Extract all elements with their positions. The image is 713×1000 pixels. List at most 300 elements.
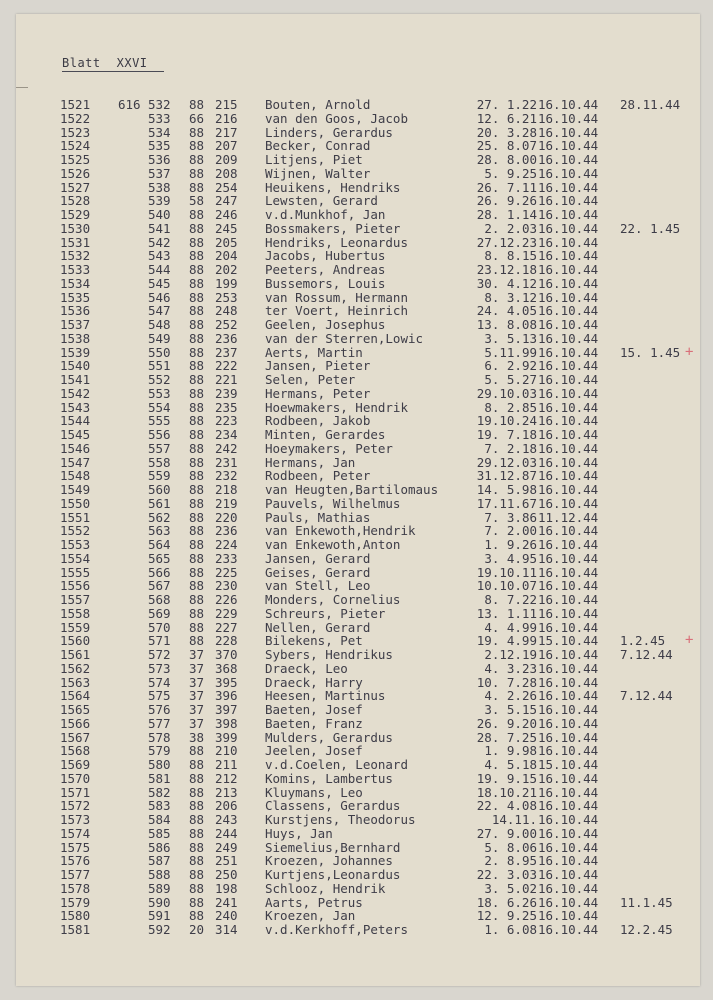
person-name: Draeck, Harry: [265, 674, 363, 690]
person-name: v.d.Munkhof, Jan: [265, 207, 386, 222]
table-row: [16, 428, 700, 442]
birth-date: 19. 4.99: [476, 633, 537, 649]
departure-date: 1.2.45: [620, 633, 666, 649]
person-name: Heuikens, Hendriks: [265, 179, 401, 195]
prisoner-number: 213: [215, 784, 238, 800]
arrival-date: 16.10.44: [538, 578, 599, 594]
list-number: 553: [148, 385, 171, 401]
table-row: [16, 181, 700, 195]
entry-number: 1521: [60, 97, 91, 112]
arrival-date: 16.10.44: [538, 908, 599, 924]
entry-number: 1574: [60, 825, 91, 841]
arrival-date: 16.10.44: [538, 537, 599, 552]
birth-date: 14.11.: [491, 812, 537, 827]
table-row: [16, 401, 700, 415]
red-cross-mark: +: [685, 632, 694, 649]
prisoner-number: 228: [215, 633, 238, 649]
person-name: van Rossum, Hermann: [265, 289, 408, 305]
entry-number: 1566: [60, 715, 91, 731]
arrival-date: 16.10.44: [538, 454, 599, 470]
table-row: [16, 758, 700, 772]
prisoner-number: 253: [215, 289, 238, 305]
block-number: 88: [189, 303, 205, 319]
arrival-date: 16.10.44: [538, 798, 599, 814]
birth-date: 22. 3.03: [476, 867, 537, 882]
prisoner-number: 232: [215, 468, 238, 484]
block-number: 20: [189, 922, 205, 937]
entry-number: 1532: [60, 248, 91, 264]
list-number: 559: [148, 468, 171, 484]
arrival-date: 16.10.44: [538, 427, 599, 442]
arrival-date: 16.10.44: [538, 317, 599, 332]
entry-number: 1548: [60, 468, 91, 484]
arrival-date: 16.10.44: [538, 124, 599, 140]
list-number: 541: [148, 220, 171, 236]
prisoner-number: 248: [215, 303, 238, 319]
prisoner-number: 243: [215, 812, 238, 827]
entry-number: 1552: [60, 523, 91, 539]
block-number: 88: [189, 537, 205, 552]
birth-date: 23.12.18: [476, 262, 537, 277]
entry-number: 1563: [60, 674, 91, 690]
birth-date: 24. 4.05: [476, 303, 537, 319]
list-number: 545: [148, 275, 171, 291]
table-row: [16, 263, 700, 277]
entry-number: 1529: [60, 207, 91, 222]
person-name: Pauvels, Wilhelmus: [265, 495, 401, 511]
arrival-date: 16.10.44: [538, 262, 599, 277]
list-number: 550: [148, 344, 171, 360]
prisoner-number: 223: [215, 413, 238, 429]
person-name: Schlooz, Hendrik: [265, 880, 386, 896]
sheet-header: [62, 56, 164, 72]
block-number: 88: [189, 509, 205, 525]
list-number: 574: [148, 674, 171, 690]
arrival-date: 16.10.44: [538, 702, 599, 717]
birth-date: 28. 7.25: [476, 729, 537, 745]
person-name: Baeten, Franz: [265, 715, 363, 731]
table-row: [16, 744, 700, 758]
block-number: 88: [189, 413, 205, 429]
table-row: [16, 662, 700, 676]
prisoner-number: 204: [215, 248, 238, 264]
table-row: [16, 717, 700, 731]
block-number: 37: [189, 702, 205, 717]
entry-number: 1558: [60, 605, 91, 621]
arrival-date: 16.10.44: [538, 674, 599, 690]
table-row: [16, 854, 700, 868]
block-number: 88: [189, 385, 205, 401]
person-name: van Stell, Leo: [265, 578, 371, 594]
birth-date: 1. 9.26: [484, 537, 537, 552]
person-name: Geises, Gerard: [265, 564, 371, 580]
entry-number: 1553: [60, 537, 91, 552]
entry-number: 1578: [60, 880, 91, 896]
table-row: [16, 497, 700, 511]
departure-date: 15. 1.45: [620, 344, 681, 360]
arrival-date: 16.10.44: [538, 234, 599, 250]
block-number: 88: [189, 262, 205, 277]
prisoner-number: 233: [215, 550, 238, 566]
person-name: Hoewmakers, Hendrik: [265, 399, 408, 415]
list-number: 576: [148, 702, 171, 717]
birth-date: 7. 2.00: [484, 523, 537, 539]
entry-number: 1536: [60, 303, 91, 319]
entry-number: 1579: [60, 894, 91, 910]
block-number: 37: [189, 688, 205, 704]
prisoner-number: 370: [215, 647, 238, 662]
arrival-date: 16.10.44: [538, 605, 599, 621]
entry-number: 1540: [60, 358, 91, 374]
birth-date: 7. 2.18: [484, 440, 537, 456]
birth-date: 27. 9.00: [476, 825, 537, 841]
arrival-date: 16.10.44: [538, 715, 599, 731]
person-name: Baeten, Josef: [265, 702, 363, 717]
prisoner-number: 395: [215, 674, 238, 690]
block-number: 88: [189, 839, 205, 855]
prisoner-number: 221: [215, 372, 238, 387]
list-number: 546: [148, 289, 171, 305]
block-number: 37: [189, 660, 205, 676]
prisoner-number: 252: [215, 317, 238, 332]
entry-number: 1572: [60, 798, 91, 814]
table-row: [16, 343, 700, 360]
birth-date: 4. 2.26: [484, 688, 537, 704]
birth-date: 5. 8.06: [484, 839, 537, 855]
arrival-date: 16.10.44: [538, 825, 599, 841]
list-number: 565: [148, 550, 171, 566]
birth-date: 19.10.24: [476, 413, 537, 429]
departure-date: 11.1.45: [620, 894, 673, 910]
table-row: [16, 648, 700, 662]
list-number: 575: [148, 688, 171, 704]
arrival-date: 16.10.44: [538, 330, 599, 346]
prisoner-number: 208: [215, 165, 238, 181]
entry-number: 1568: [60, 743, 91, 759]
person-name: Minten, Gerardes: [265, 427, 386, 442]
prisoner-number: 229: [215, 605, 238, 621]
entry-number: 1531: [60, 234, 91, 250]
table-row: [16, 593, 700, 607]
table-row: [16, 703, 700, 717]
block-number: 88: [189, 880, 205, 896]
entry-number: 1564: [60, 688, 91, 704]
departure-date: 12.2.45: [620, 922, 673, 937]
prisoner-number: 202: [215, 262, 238, 277]
entry-number: 1575: [60, 839, 91, 855]
block-number: 88: [189, 248, 205, 264]
birth-date: 4. 4.99: [484, 619, 537, 635]
prisoner-number: 212: [215, 770, 238, 786]
birth-date: 19.10.11: [476, 564, 537, 580]
person-name: Rodbeen, Jakob: [265, 413, 371, 429]
birth-date: 22. 4.08: [476, 798, 537, 814]
birth-date: 3. 5.13: [484, 330, 537, 346]
arrival-date: 16.10.44: [538, 248, 599, 264]
arrival-date: 16.10.44: [538, 110, 599, 126]
arrival-date: 15.10.44: [538, 633, 599, 649]
birth-date: 30. 4.12: [476, 275, 537, 291]
person-name: Wijnen, Walter: [265, 165, 371, 181]
arrival-date: 16.10.44: [538, 193, 599, 209]
prisoner-number: 226: [215, 592, 238, 607]
prisoner-number: 245: [215, 220, 238, 236]
block-number: 88: [189, 825, 205, 841]
table-row: [16, 689, 700, 703]
birth-date: 27.12.23: [476, 234, 537, 250]
list-number: 537: [148, 165, 171, 181]
birth-date: 29.10.03: [476, 385, 537, 401]
prisoner-number: 225: [215, 564, 238, 580]
block-number: 88: [189, 358, 205, 374]
person-name: Linders, Gerardus: [265, 124, 393, 140]
table-row: [16, 126, 700, 140]
arrival-date: 16.10.44: [538, 179, 599, 195]
entry-number: 1581: [60, 922, 91, 937]
person-name: Peeters, Andreas: [265, 262, 386, 277]
table-row: [16, 304, 700, 318]
list-number: 580: [148, 757, 171, 772]
table-row: [16, 318, 700, 332]
birth-date: 5. 9.25: [484, 165, 537, 181]
arrival-date: 16.10.44: [538, 660, 599, 676]
list-number: 548: [148, 317, 171, 332]
arrival-date: 16.10.44: [538, 867, 599, 882]
entry-number: 1534: [60, 275, 91, 291]
departure-date: 7.12.44: [620, 647, 673, 662]
person-name: v.d.Coelen, Leonard: [265, 757, 408, 772]
list-number: 573: [148, 660, 171, 676]
list-number: 567: [148, 578, 171, 594]
prisoner-number: 222: [215, 358, 238, 374]
list-number: 570: [148, 619, 171, 635]
person-name: Becker, Conrad: [265, 138, 371, 154]
person-name: Bussemors, Louis: [265, 275, 386, 291]
block-number: 88: [189, 743, 205, 759]
arrival-date: 16.10.44: [538, 399, 599, 415]
list-number: 578: [148, 729, 171, 745]
table-row: [16, 249, 700, 263]
arrival-date: 16.10.44: [538, 165, 599, 181]
entry-number: 1522: [60, 110, 91, 126]
list-number: 584: [148, 812, 171, 827]
block-number: 88: [189, 867, 205, 882]
prisoner-number: 216: [215, 110, 238, 126]
birth-date: 1. 9.98: [484, 743, 537, 759]
list-number: 543: [148, 248, 171, 264]
entry-number: 1554: [60, 550, 91, 566]
list-number: 589: [148, 880, 171, 896]
list-number: 562: [148, 509, 171, 525]
person-name: van Enkewoth,Anton: [265, 537, 401, 552]
birth-date: 8. 8.15: [484, 248, 537, 264]
list-number: 539: [148, 193, 171, 209]
header-sheet-number: XXVI: [116, 56, 148, 70]
table-row: [16, 676, 700, 690]
person-name: Hermans, Peter: [265, 385, 371, 401]
arrival-date: 16.10.44: [538, 220, 599, 236]
block-number: 88: [189, 495, 205, 511]
birth-date: 28. 8.00: [476, 152, 537, 167]
entry-number: 1523: [60, 124, 91, 140]
table-row: [16, 868, 700, 882]
document-sheet: [16, 14, 700, 986]
birth-date: 5. 5.27: [484, 372, 537, 387]
arrival-date: 16.10.44: [538, 372, 599, 387]
table-row: [16, 291, 700, 305]
table-row: [16, 511, 700, 525]
arrival-date: 16.10.44: [538, 647, 599, 662]
person-name: Bossmakers, Pieter: [265, 220, 401, 236]
table-row: [16, 153, 700, 167]
table-row: [16, 359, 700, 373]
arrival-date: 16.10.44: [538, 385, 599, 401]
entry-number: 1535: [60, 289, 91, 305]
table-row: [16, 167, 700, 181]
birth-date: 8. 2.85: [484, 399, 537, 415]
prisoner-number: 231: [215, 454, 238, 470]
entry-number: 1546: [60, 440, 91, 456]
prisoner-number: 240: [215, 908, 238, 924]
birth-date: 10. 7.28: [476, 674, 537, 690]
table-row: [16, 139, 700, 153]
table-row: [16, 483, 700, 497]
table-row: [16, 923, 700, 937]
entry-number: 1550: [60, 495, 91, 511]
table-row: [16, 524, 700, 538]
block-number: 38: [189, 729, 205, 745]
prisoner-number: 205: [215, 234, 238, 250]
table-row: [16, 634, 700, 648]
person-name: Huys, Jan: [265, 825, 333, 841]
arrival-date: 16.10.44: [538, 550, 599, 566]
block-number: 88: [189, 234, 205, 250]
person-name: Hoeymakers, Peter: [265, 440, 393, 456]
prisoner-number: 249: [215, 839, 238, 855]
entry-number: 1576: [60, 853, 91, 869]
block-number: 88: [189, 427, 205, 442]
arrival-date: 16.10.44: [538, 770, 599, 786]
person-name: Lewsten, Gerard: [265, 193, 378, 209]
entry-number: 1573: [60, 812, 91, 827]
table-row: [16, 799, 700, 813]
list-number: 549: [148, 330, 171, 346]
person-name: ter Voert, Heinrich: [265, 303, 408, 319]
person-name: Pauls, Mathias: [265, 509, 371, 525]
arrival-date: 16.10.44: [538, 468, 599, 484]
person-name: v.d.Kerkhoff,Peters: [265, 922, 408, 937]
birth-date: 12. 9.25: [476, 908, 537, 924]
arrival-date: 16.10.44: [538, 495, 599, 511]
birth-date: 27. 1.22: [476, 97, 537, 112]
block-number: 88: [189, 179, 205, 195]
block-number: 37: [189, 647, 205, 662]
table-row: [16, 579, 700, 593]
person-name: Aarts, Petrus: [265, 894, 363, 910]
arrival-date: 16.10.44: [538, 729, 599, 745]
prisoner-number: 398: [215, 715, 238, 731]
prisoner-number: 244: [215, 825, 238, 841]
block-number: 88: [189, 399, 205, 415]
block-number: 88: [189, 440, 205, 456]
table-row: [16, 456, 700, 470]
arrival-date: 16.10.44: [538, 743, 599, 759]
block-number: 88: [189, 908, 205, 924]
person-name: Siemelius,Bernhard: [265, 839, 401, 855]
birth-date: 19. 9.15: [476, 770, 537, 786]
prisoner-number: 206: [215, 798, 238, 814]
block-number: 88: [189, 784, 205, 800]
list-number: 583: [148, 798, 171, 814]
prisoner-number: 207: [215, 138, 238, 154]
arrival-date: 16.10.44: [538, 592, 599, 607]
entry-number: 1530: [60, 220, 91, 236]
entry-number: 1551: [60, 509, 91, 525]
block-number: 88: [189, 798, 205, 814]
block-number: 88: [189, 97, 205, 112]
departure-date: 28.11.44: [620, 97, 681, 112]
prisoner-number: 234: [215, 427, 238, 442]
entry-number: 1570: [60, 770, 91, 786]
list-number: 556: [148, 427, 171, 442]
birth-date: 14. 5.98: [476, 482, 537, 497]
table-row: [16, 414, 700, 428]
prisoner-number: 399: [215, 729, 238, 745]
arrival-date: 16.10.44: [538, 138, 599, 154]
arrival-date: 16.10.44: [538, 784, 599, 800]
person-name: Jacobs, Hubertus: [265, 248, 386, 264]
list-number: 591: [148, 908, 171, 924]
prisoner-number: 250: [215, 867, 238, 882]
table-row: [16, 387, 700, 401]
birth-date: 8. 3.12: [484, 289, 537, 305]
birth-date: 26. 9.26: [476, 193, 537, 209]
prisoner-number: 218: [215, 482, 238, 497]
entry-number: 1526: [60, 165, 91, 181]
block-number: 88: [189, 220, 205, 236]
prisoner-number: 217: [215, 124, 238, 140]
arrival-date: 16.10.44: [538, 564, 599, 580]
table-row: [16, 813, 700, 827]
prisoner-number: 254: [215, 179, 238, 195]
prisoner-number: 314: [215, 922, 238, 937]
prisoner-number: 211: [215, 757, 238, 772]
prisoner-number: 230: [215, 578, 238, 594]
birth-date: 18. 6.26: [476, 894, 537, 910]
block-number: 88: [189, 207, 205, 222]
entry-number: 1565: [60, 702, 91, 717]
list-number: 585: [148, 825, 171, 841]
arrival-date: 15.10.44: [538, 757, 599, 772]
prisoner-number: 247: [215, 193, 238, 209]
entry-number: 1562: [60, 660, 91, 676]
birth-date: 13. 8.08: [476, 317, 537, 332]
person-name: Classens, Gerardus: [265, 798, 401, 814]
arrival-date: 16.10.44: [538, 812, 599, 827]
birth-date: 10.10.07: [476, 578, 537, 594]
prisoner-number: 397: [215, 702, 238, 717]
person-name: Rodbeen, Peter: [265, 468, 371, 484]
list-number: 560: [148, 482, 171, 497]
list-number: 534: [148, 124, 171, 140]
birth-date: 20. 3.28: [476, 124, 537, 140]
entry-number: 1559: [60, 619, 91, 635]
list-number: 586: [148, 839, 171, 855]
birth-date: 17.11.67: [476, 495, 537, 511]
list-number: 544: [148, 262, 171, 277]
block-number: 88: [189, 757, 205, 772]
block-number: 88: [189, 633, 205, 649]
